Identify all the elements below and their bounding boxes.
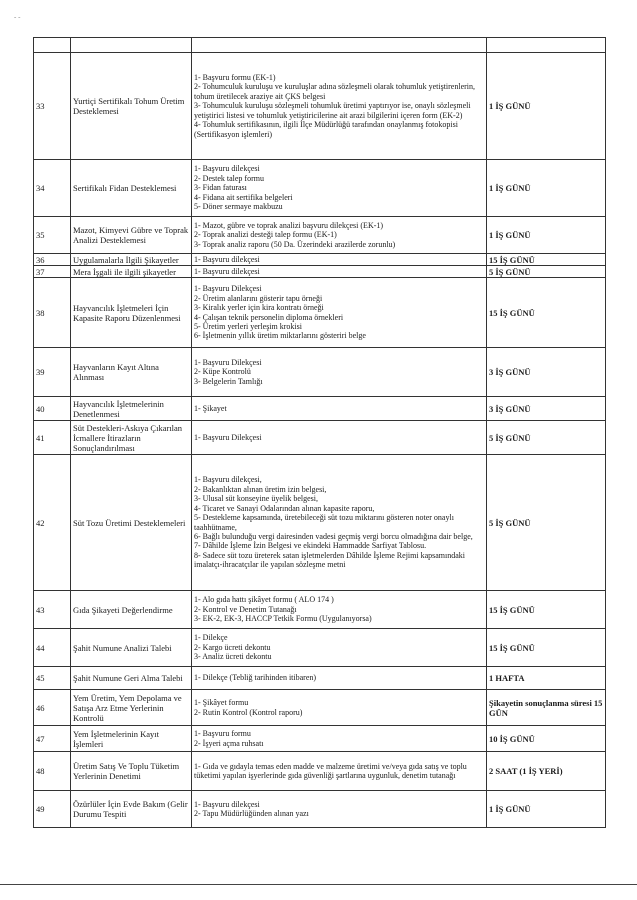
required-documents (192, 397, 487, 421)
row-number: 35 (34, 217, 71, 254)
row-number: 37 (34, 266, 71, 278)
document-item: 2- Toprak analizi desteği talep formu (EK-1) (194, 230, 337, 240)
row-number: 48 (34, 752, 71, 791)
table-row (34, 726, 606, 752)
service-name: Hayvancılık İşletmeleri İçin Kapasite Raporu Düzenlenmesi (71, 278, 192, 348)
service-name: Sertifikalı Fidan Desteklemesi (71, 160, 192, 217)
document-item: 1- Gıda ve gıdayla temas eden madde ve malzeme üretimi ve/veya gıda satış ve toplu tüketimi yapılan işyerlerinde gıda güvenliği şartlarına uygunluk, denetim tutanağı (194, 761, 467, 780)
document-item: 1- Başvuru Dilekçesi (194, 357, 262, 367)
completion-duration: 5 İŞ GÜNÜ (487, 421, 606, 455)
completion-duration: 1 İŞ GÜNÜ (487, 217, 606, 254)
completion-duration: 5 İŞ GÜNÜ (487, 455, 606, 591)
row-number: 41 (34, 421, 71, 455)
document-item: 1- Dilekçe (194, 633, 228, 643)
document-item: 2- Kontrol ve Denetim Tutanağı (194, 604, 297, 614)
page-bottom-rule (0, 884, 637, 885)
row-number: 45 (34, 667, 71, 690)
document-item: 3- Fidan faturası (194, 183, 247, 193)
completion-duration: 1 HAFTA (487, 667, 606, 690)
completion-duration: 5 İŞ GÜNÜ (487, 266, 606, 278)
document-item: 3- Ulusal süt konseyine üyelik belgesi, (194, 494, 318, 504)
document-item: 8- Sadece süt tozu üreterek satan işletmelerden Dâhilde İşleme Rejimi kapsamındaki imalatçı-ihracatçılar ile yapılan sözleşme metni (194, 550, 466, 570)
service-name: Yem İşletmelerinin Kayıt İşlemleri (71, 726, 192, 752)
service-name: Hayvanların Kayıt Altına Alınması (71, 348, 192, 397)
service-name: Süt Tozu Üretimi Desteklemeleri (71, 455, 192, 591)
service-name: Özürlüler İçin Evde Bakım (Gelir Durumu Tespiti (71, 791, 192, 828)
required-documents (192, 160, 487, 217)
service-name: Uygulamalarla İlgili Şikayetler (71, 254, 192, 266)
completion-duration: 1 İŞ GÜNÜ (487, 160, 606, 217)
document-item: 2- Küpe Kontrolü (194, 367, 251, 377)
table-row (34, 348, 606, 397)
row-number: 38 (34, 278, 71, 348)
service-name: Şahit Numune Analizi Talebi (71, 629, 192, 667)
service-name: Süt Destekleri-Askıya Çıkarılan İcmallere İtirazların Sonuçlandırılması (71, 421, 192, 455)
required-documents (192, 455, 487, 591)
required-documents (192, 53, 487, 160)
row-number: 43 (34, 591, 71, 629)
completion-duration: 3 İŞ GÜNÜ (487, 397, 606, 421)
document-item: 3- Analiz ücreti dekontu (194, 652, 272, 662)
document-item: 1- Başvuru dilekçesi, (194, 475, 262, 485)
document-item: 1- Başvuru Dilekçesi (194, 432, 262, 442)
row-number: 42 (34, 455, 71, 591)
completion-duration: 15 İŞ GÜNÜ (487, 591, 606, 629)
document-item: 1- Başvuru dilekçesi (194, 266, 260, 276)
service-name: Şahit Numune Geri Alma Talebi (71, 667, 192, 690)
document-item: 4- Çalışan teknik personelin diploma örnekleri (194, 312, 344, 322)
required-documents (192, 752, 487, 791)
document-item: 7- Dâhilde İşleme İzin Belgesi ve ekindeki Hammadde Sarfiyat Tablosu. (194, 541, 427, 551)
row-number: 40 (34, 397, 71, 421)
blank-cell (487, 38, 606, 53)
table-row (34, 690, 606, 726)
required-documents (192, 421, 487, 455)
table-row (34, 266, 606, 278)
completion-duration: 2 SAAT (1 İŞ YERİ) (487, 752, 606, 791)
completion-duration: 15 İŞ GÜNÜ (487, 278, 606, 348)
document-item: 1- Dilekçe (Tebliğ tarihinden itibaren) (194, 673, 317, 683)
required-documents (192, 791, 487, 828)
row-number: 49 (34, 791, 71, 828)
table-header-blank-row (34, 38, 606, 53)
row-number: 34 (34, 160, 71, 217)
service-name: Gıda Şikayeti Değerlendirme (71, 591, 192, 629)
required-documents (192, 266, 487, 278)
document-item: 1- Başvuru dilekçesi (194, 799, 260, 809)
table-row (34, 217, 606, 254)
document-item: 2- Üretim alanlarını gösterir tapu örneği (194, 293, 323, 303)
completion-duration: 1 İŞ GÜNÜ (487, 791, 606, 828)
document-item: 2- İşyeri açma ruhsatı (194, 738, 264, 748)
document-item: 1- Başvuru Dilekçesi (194, 284, 262, 294)
table-row (34, 791, 606, 828)
document-item: 4- Ticaret ve Sanayi Odalarından alınan kapasite raporu, (194, 503, 375, 513)
document-item: 3- Kiralık yerler için kira kontratı örneği (194, 303, 324, 313)
required-documents (192, 217, 487, 254)
service-standards-table (33, 37, 606, 828)
row-number: 36 (34, 254, 71, 266)
service-name: Mazot, Kimyevi Gübre ve Toprak Analizi Desteklemesi (71, 217, 192, 254)
completion-duration: 15 İŞ GÜNÜ (487, 629, 606, 667)
table-row (34, 397, 606, 421)
document-item: 1- Alo gıda hattı şikâyet formu ( ALO 174 ) (194, 595, 334, 605)
completion-duration: 15 İŞ GÜNÜ (487, 254, 606, 266)
document-item: 2- Tohumculuk kuruluşu ve kuruluşlar adına sözleşmeli olarak tohumluk yetiştirenlerin, tohum üretilecek araziye ait ÇKS belgesi (194, 82, 476, 101)
document-item: 3- EK-2, EK-3, HACCP Tetkik Formu (Uygulanıyorsa) (194, 614, 372, 624)
document-item: 4- Tohumluk sertifikasının, ilgili İlçe Müdürlüğü tarafından onaylanmış fotokopisi (Sertifikasyon işlemleri) (194, 120, 458, 139)
document-item: 2- Tapu Müdürlüğünden alınan yazı (194, 809, 309, 818)
blank-cell (34, 38, 71, 53)
document-item: 5- Döner sermaye makbuzu (194, 202, 283, 212)
completion-duration: 1 İŞ GÜNÜ (487, 53, 606, 160)
document-item: 4- Fidana ait sertifika belgeleri (194, 192, 293, 202)
completion-duration: 3 İŞ GÜNÜ (487, 348, 606, 397)
document-item: 1- Şikâyet formu (194, 698, 249, 708)
document-item: 5- Destekleme kapsamında, üretebileceği süt tozu miktarını gösteren noter onaylı taahhütname, (194, 513, 454, 532)
table-row (34, 591, 606, 629)
row-number: 46 (34, 690, 71, 726)
required-documents (192, 348, 487, 397)
required-documents (192, 254, 487, 266)
document-item: 3- Toprak analiz raporu (50 Da. Üzerindeki arazilerde zorunlu) (194, 239, 396, 249)
blank-cell (192, 38, 487, 53)
required-documents (192, 726, 487, 752)
document-item: 2- Destek talep formu (194, 173, 264, 183)
completion-duration: 10 İŞ GÜNÜ (487, 726, 606, 752)
table-row (34, 455, 606, 591)
required-documents (192, 591, 487, 629)
document-item: 5- Üretim yerleri yerleşim krokisi (194, 321, 302, 331)
table-row (34, 629, 606, 667)
required-documents (192, 690, 487, 726)
document-item: 1- Başvuru dilekçesi (194, 164, 260, 174)
document-item: 2- Bakanlıktan alınan üretim izin belgesi, (194, 484, 327, 494)
table-row (34, 752, 606, 791)
document-item: 6- İşletmenin yıllık üretim miktarlarını gösteriri belge (194, 331, 366, 341)
completion-duration: Şikayetin sonuçlanma süresi 15 GÜN (487, 690, 606, 726)
row-number: 33 (34, 53, 71, 160)
required-documents (192, 278, 487, 348)
required-documents (192, 629, 487, 667)
table-row (34, 667, 606, 690)
document-item: 1- Başvuru formu (194, 729, 251, 739)
service-name: Hayvancılık İşletmelerinin Denetlenmesi (71, 397, 192, 421)
row-number: 44 (34, 629, 71, 667)
service-name: Yem Üretim, Yem Depolama ve Satışa Arz Etme Yerlerinin Kontrolü (71, 690, 192, 726)
document-item: 3- Tohumculuk kuruluşu sözleşmeli tohumluk üretimi yaptırıyor ise, onaylı sözleşmeli yetiştirici listesi ve tohumluk yetiştiricilerine ait arazi bilgilerini içeren form (EK-2) (194, 101, 471, 120)
table-row (34, 160, 606, 217)
table-row (34, 254, 606, 266)
table-row (34, 278, 606, 348)
document-item: 2- Kargo ücreti dekontu (194, 642, 271, 652)
document-item: 1- Şikayet (194, 403, 227, 413)
page-top-mark: - - (14, 13, 21, 21)
document-item: 2- Rutin Kontrol (Kontrol raporu) (194, 707, 303, 717)
document-item: 1- Başvuru formu (EK-1) (194, 73, 276, 83)
service-name: Üretim Satış Ve Toplu Tüketim Yerlerinin Denetimi (71, 752, 192, 791)
blank-cell (71, 38, 192, 53)
document-item: 1- Mazot, gübre ve toprak analizi başvuru dilekçesi (EK-1) (194, 220, 384, 230)
row-number: 39 (34, 348, 71, 397)
document-item: 3- Belgelerin Tamlığı (194, 376, 263, 386)
document-item: 6- Bağlı bulunduğu vergi dairesinden vadesi geçmiş vergi borcu olmadığına dair belge, (194, 531, 473, 541)
table-row (34, 53, 606, 160)
service-name: Yurtiçi Sertifikalı Tohum Üretim Desteklemesi (71, 53, 192, 160)
service-name: Mera İşgali ile ilgili şikayetler (71, 266, 192, 278)
table-row (34, 421, 606, 455)
required-documents (192, 667, 487, 690)
row-number: 47 (34, 726, 71, 752)
document-item: 1- Başvuru dilekçesi (194, 254, 260, 264)
